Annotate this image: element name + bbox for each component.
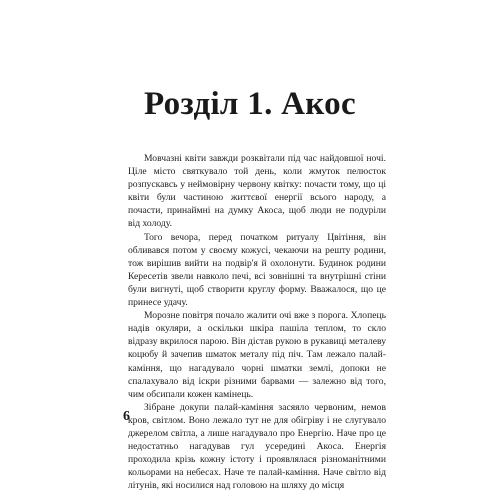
body-text bbox=[128, 152, 386, 492]
page-number: 6 bbox=[123, 409, 130, 424]
paragraph: Мовчазні квіти завжди розквітали під час найдовшої ночі. Ціле місто святкувало той день, коли жмуток пелюсток розпускавсь у неймовірну червону квітку: почасти тому, що ці квіти були частиною життєвої енергії всього народу, а почасти, принаймні на думку Акоса, щоб люди не подуріли від холоду. bbox=[128, 153, 386, 230]
paragraph: Того вечора, перед початком ритуалу Цвітіння, він обливався потом у своєму кожусі, чекаючи на решту родини, тож вирішив вийти на подвір'я й охолонути. Будинок родини Кересетів звели навколо печі, всі зовнішні та внутрішні стіни були вигнуті, щоб створити круглу форму. Вважалося, що це принесе удачу. bbox=[128, 231, 386, 309]
paragraph: Морозне повітря почало жалити очі вже з порога. Хлопець надів окуляри, а оскільки шкіра пашіла теплом, то скло відразу вкрилося парою. Він дістав рукою в рукавиці металеву коцюбу й зачепив шматок металу під піч. Там лежало палай-каміння, що нагадувало чорні шматки землі, допоки не спалахувало від іскри різними барвами — залежно від того, чим обсипали кожен камінець. bbox=[128, 310, 386, 400]
chapter-title: Розділ 1. Акос bbox=[144, 86, 356, 122]
paragraph: Зібране докупи палай-каміння засяяло червоним, немов кров, світлом. Воно лежало тут не для обігріву і не слугувало джерелом світла, а лише нагадувало про Енергію. Наче про це недостатньо нагадував гул усередині Акоса. Енергія проходила крізь кожну істоту і проявлялася різноманітними кольорами на небесах. Наче те палай-каміння. Наче світло від літунів, які носилися над головою на шляху до місця bbox=[128, 401, 386, 492]
